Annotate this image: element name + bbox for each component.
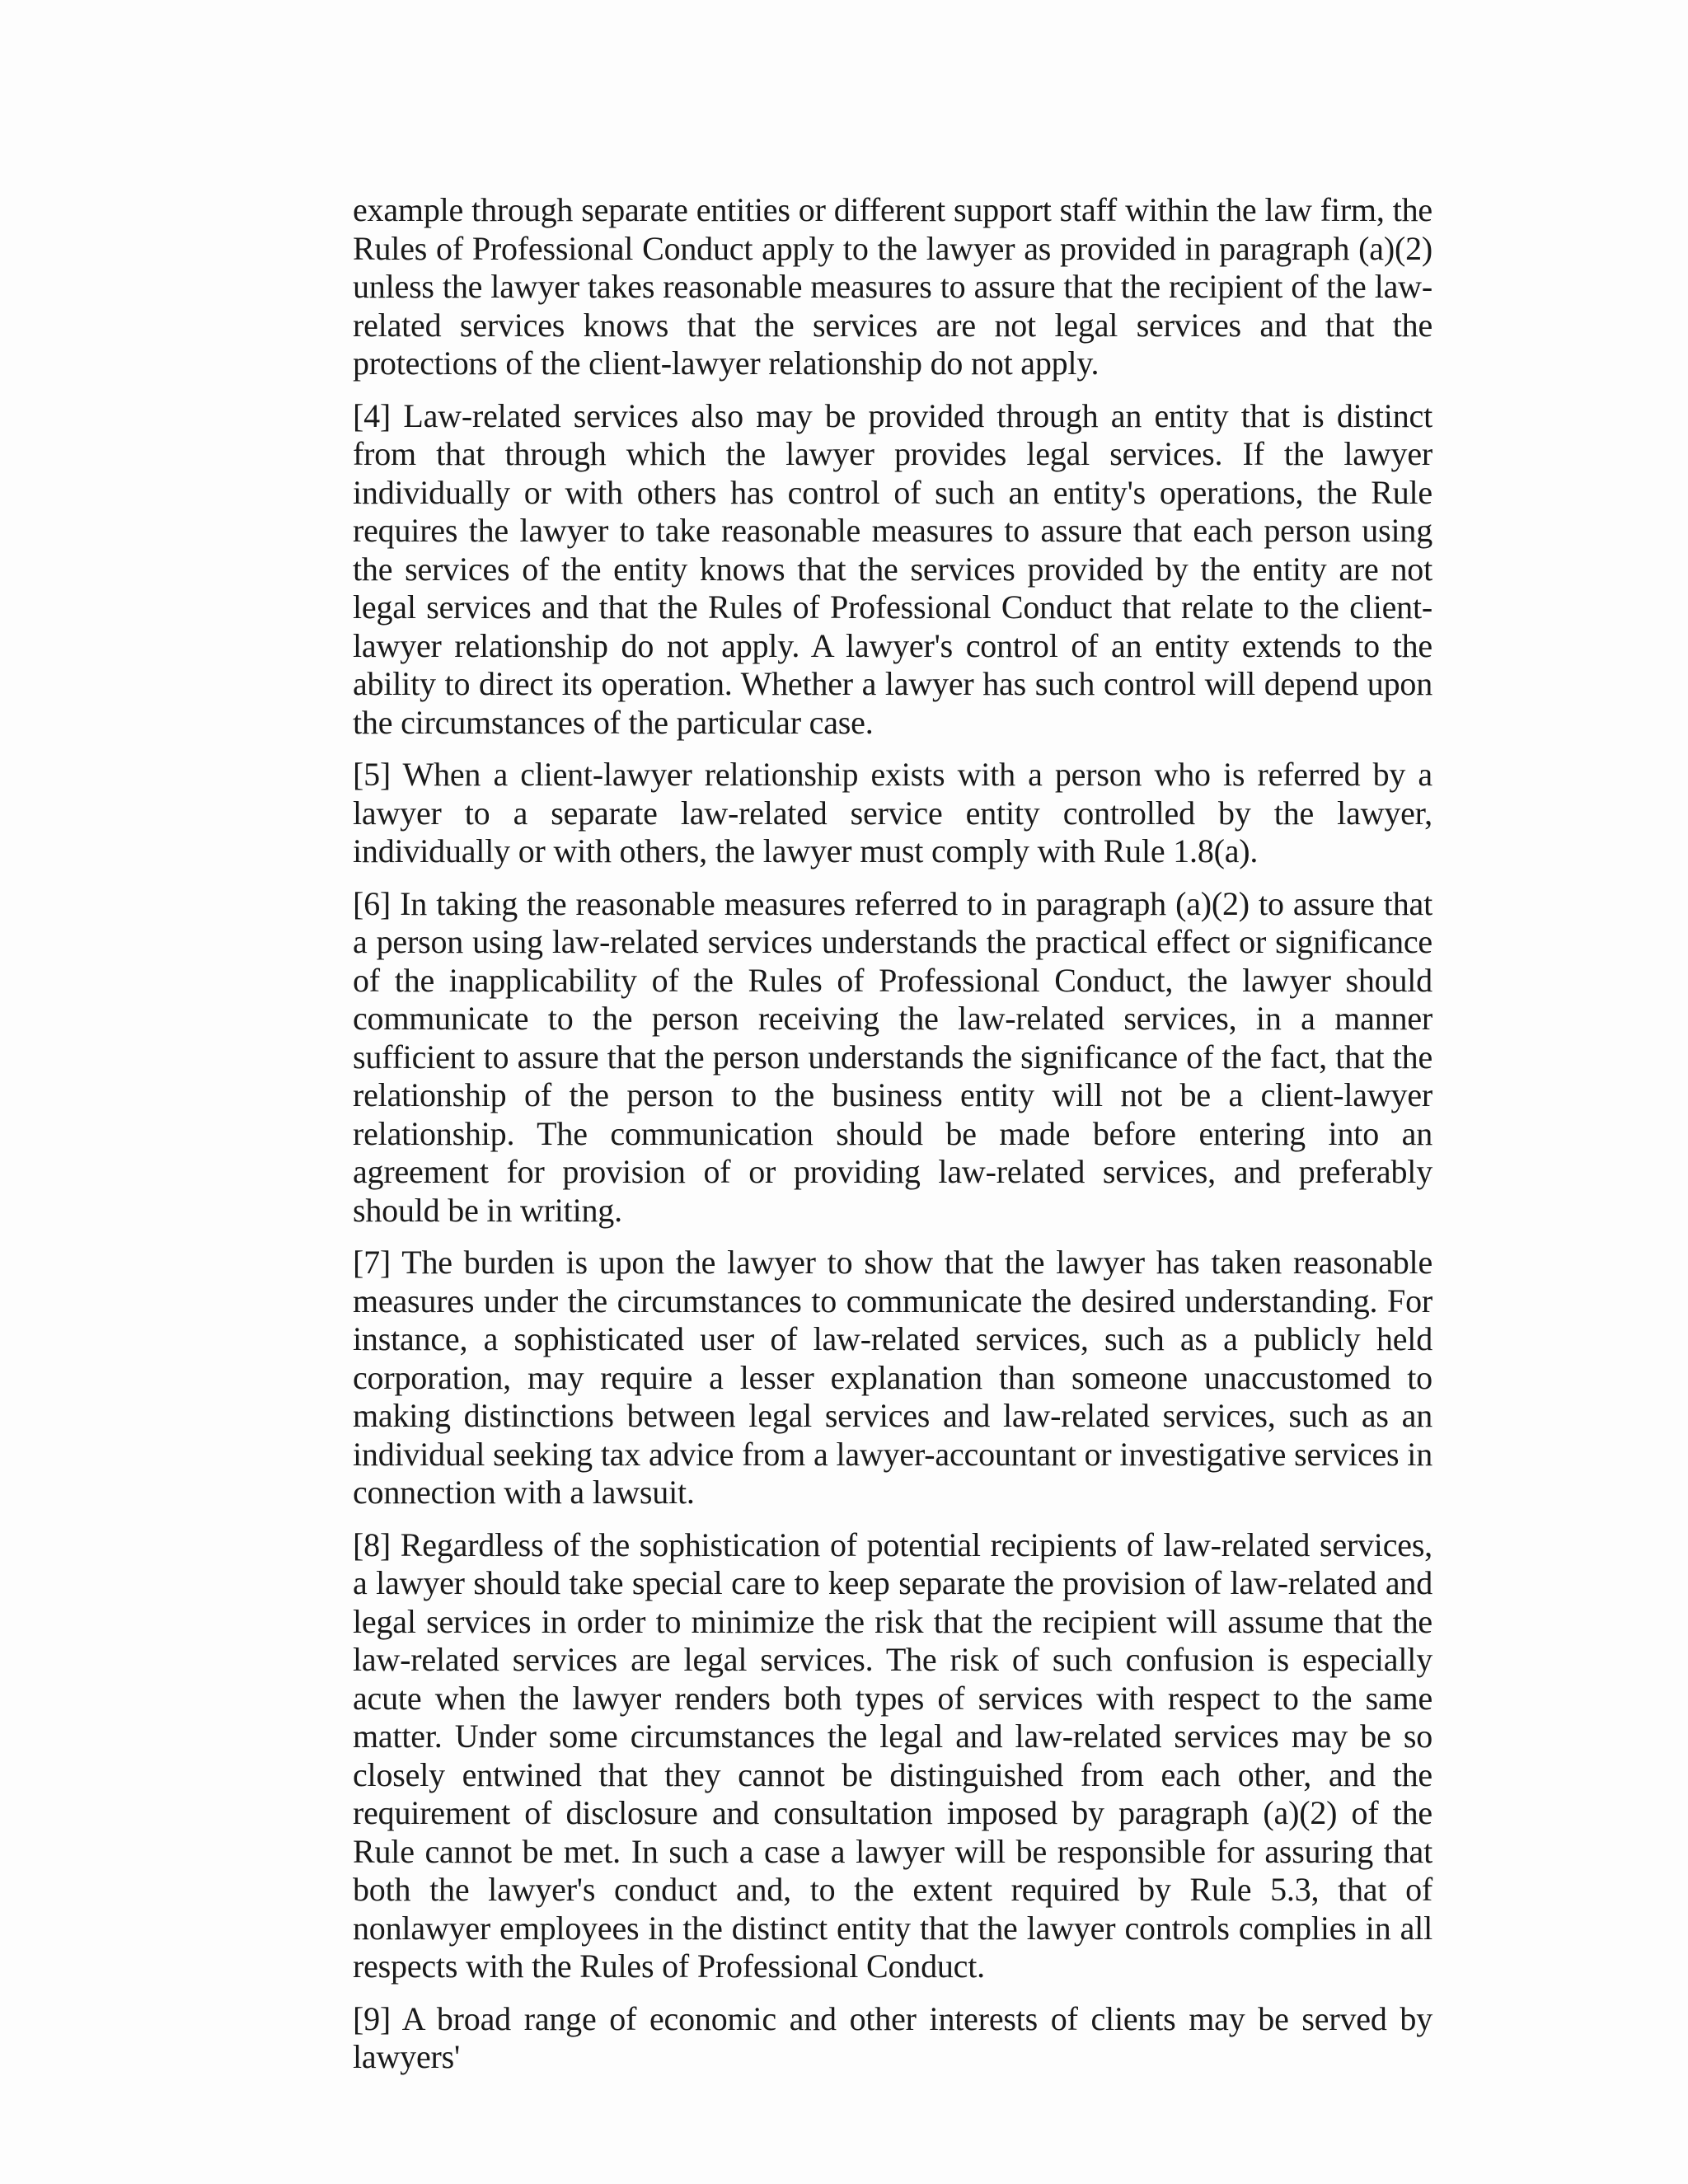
paragraph-7: [7] The burden is upon the lawyer to show that the lawyer has taken reasonable measures under the circumstances to communicate the desired understanding. For instance, a sophisticated user of law-related services, such as a publicly held corporation, may require a lesser explanation than someone unaccustomed to making distinctions between legal services and law-related services, such as an individual seeking tax advice from a lawyer-accountant or investigative services in connection with a lawsuit.: [353, 1244, 1432, 1511]
paragraph-6: [6] In taking the reasonable measures referred to in paragraph (a)(2) to assure that a person using law-related services understands the practical effect or significance of the inapplicability of the Rules of Professional Conduct, the lawyer should communicate to the person receiving the law-related services, in a manner sufficient to assure that the person understands the significance of the fact, that the relationship of the person to the business entity will not be a client-lawyer relationship. The communication should be made before entering into an agreement for provision of or providing law-related services, and preferably should be in writing.: [353, 884, 1432, 1229]
document-body: [353, 191, 1432, 2091]
paragraph-4: [4] Law-related services also may be provided through an entity that is distinct from that through which the lawyer provides legal services. If the lawyer individually or with others has control of such an entity's operations, the Rule requires the lawyer to take reasonable measures to assure that each person using the services of the entity knows that the services provided by the entity are not legal services and that the Rules of Professional Conduct that relate to the client-lawyer relationship do not apply. A lawyer's control of an entity extends to the ability to direct its operation. Whether a lawyer has such control will depend upon the circumstances of the particular case.: [353, 396, 1432, 741]
paragraph-9: [9] A broad range of economic and other interests of clients may be served by lawyers': [353, 1999, 1432, 2075]
paragraph-8: [8] Regardless of the sophistication of potential recipients of law-related services, a lawyer should take special care to keep separate the provision of law-related and legal services in order to minimize the risk that the recipient will assume that the law-related services are legal services. The risk of such confusion is especially acute when the lawyer renders both types of services with respect to the same matter. Under some circumstances the legal and law-related services may be so closely entwined that they cannot be distinguished from each other, and the requirement of disclosure and consultation imposed by paragraph (a)(2) of the Rule cannot be met. In such a case a lawyer will be responsible for assuring that both the lawyer's conduct and, to the extent required by Rule 5.3, that of nonlawyer employees in the distinct entity that the lawyer controls complies in all respects with the Rules of Professional Conduct.: [353, 1526, 1432, 1985]
paragraph-5: [5] When a client-lawyer relationship exists with a person who is referred by a lawyer to a separate law-related service entity controlled by the lawyer, individually or with others, the lawyer must comply with Rule 1.8(a).: [353, 756, 1432, 869]
paragraph-3-continuation: example through separate entities or different support staff within the law firm, the Rules of Professional Conduct apply to the lawyer as provided in paragraph (a)(2) unless the lawyer takes reasonable measures to assure that the recipient of the law-related services knows that the services are not legal services and that the protections of the client-lawyer relationship do not apply.: [353, 191, 1432, 382]
